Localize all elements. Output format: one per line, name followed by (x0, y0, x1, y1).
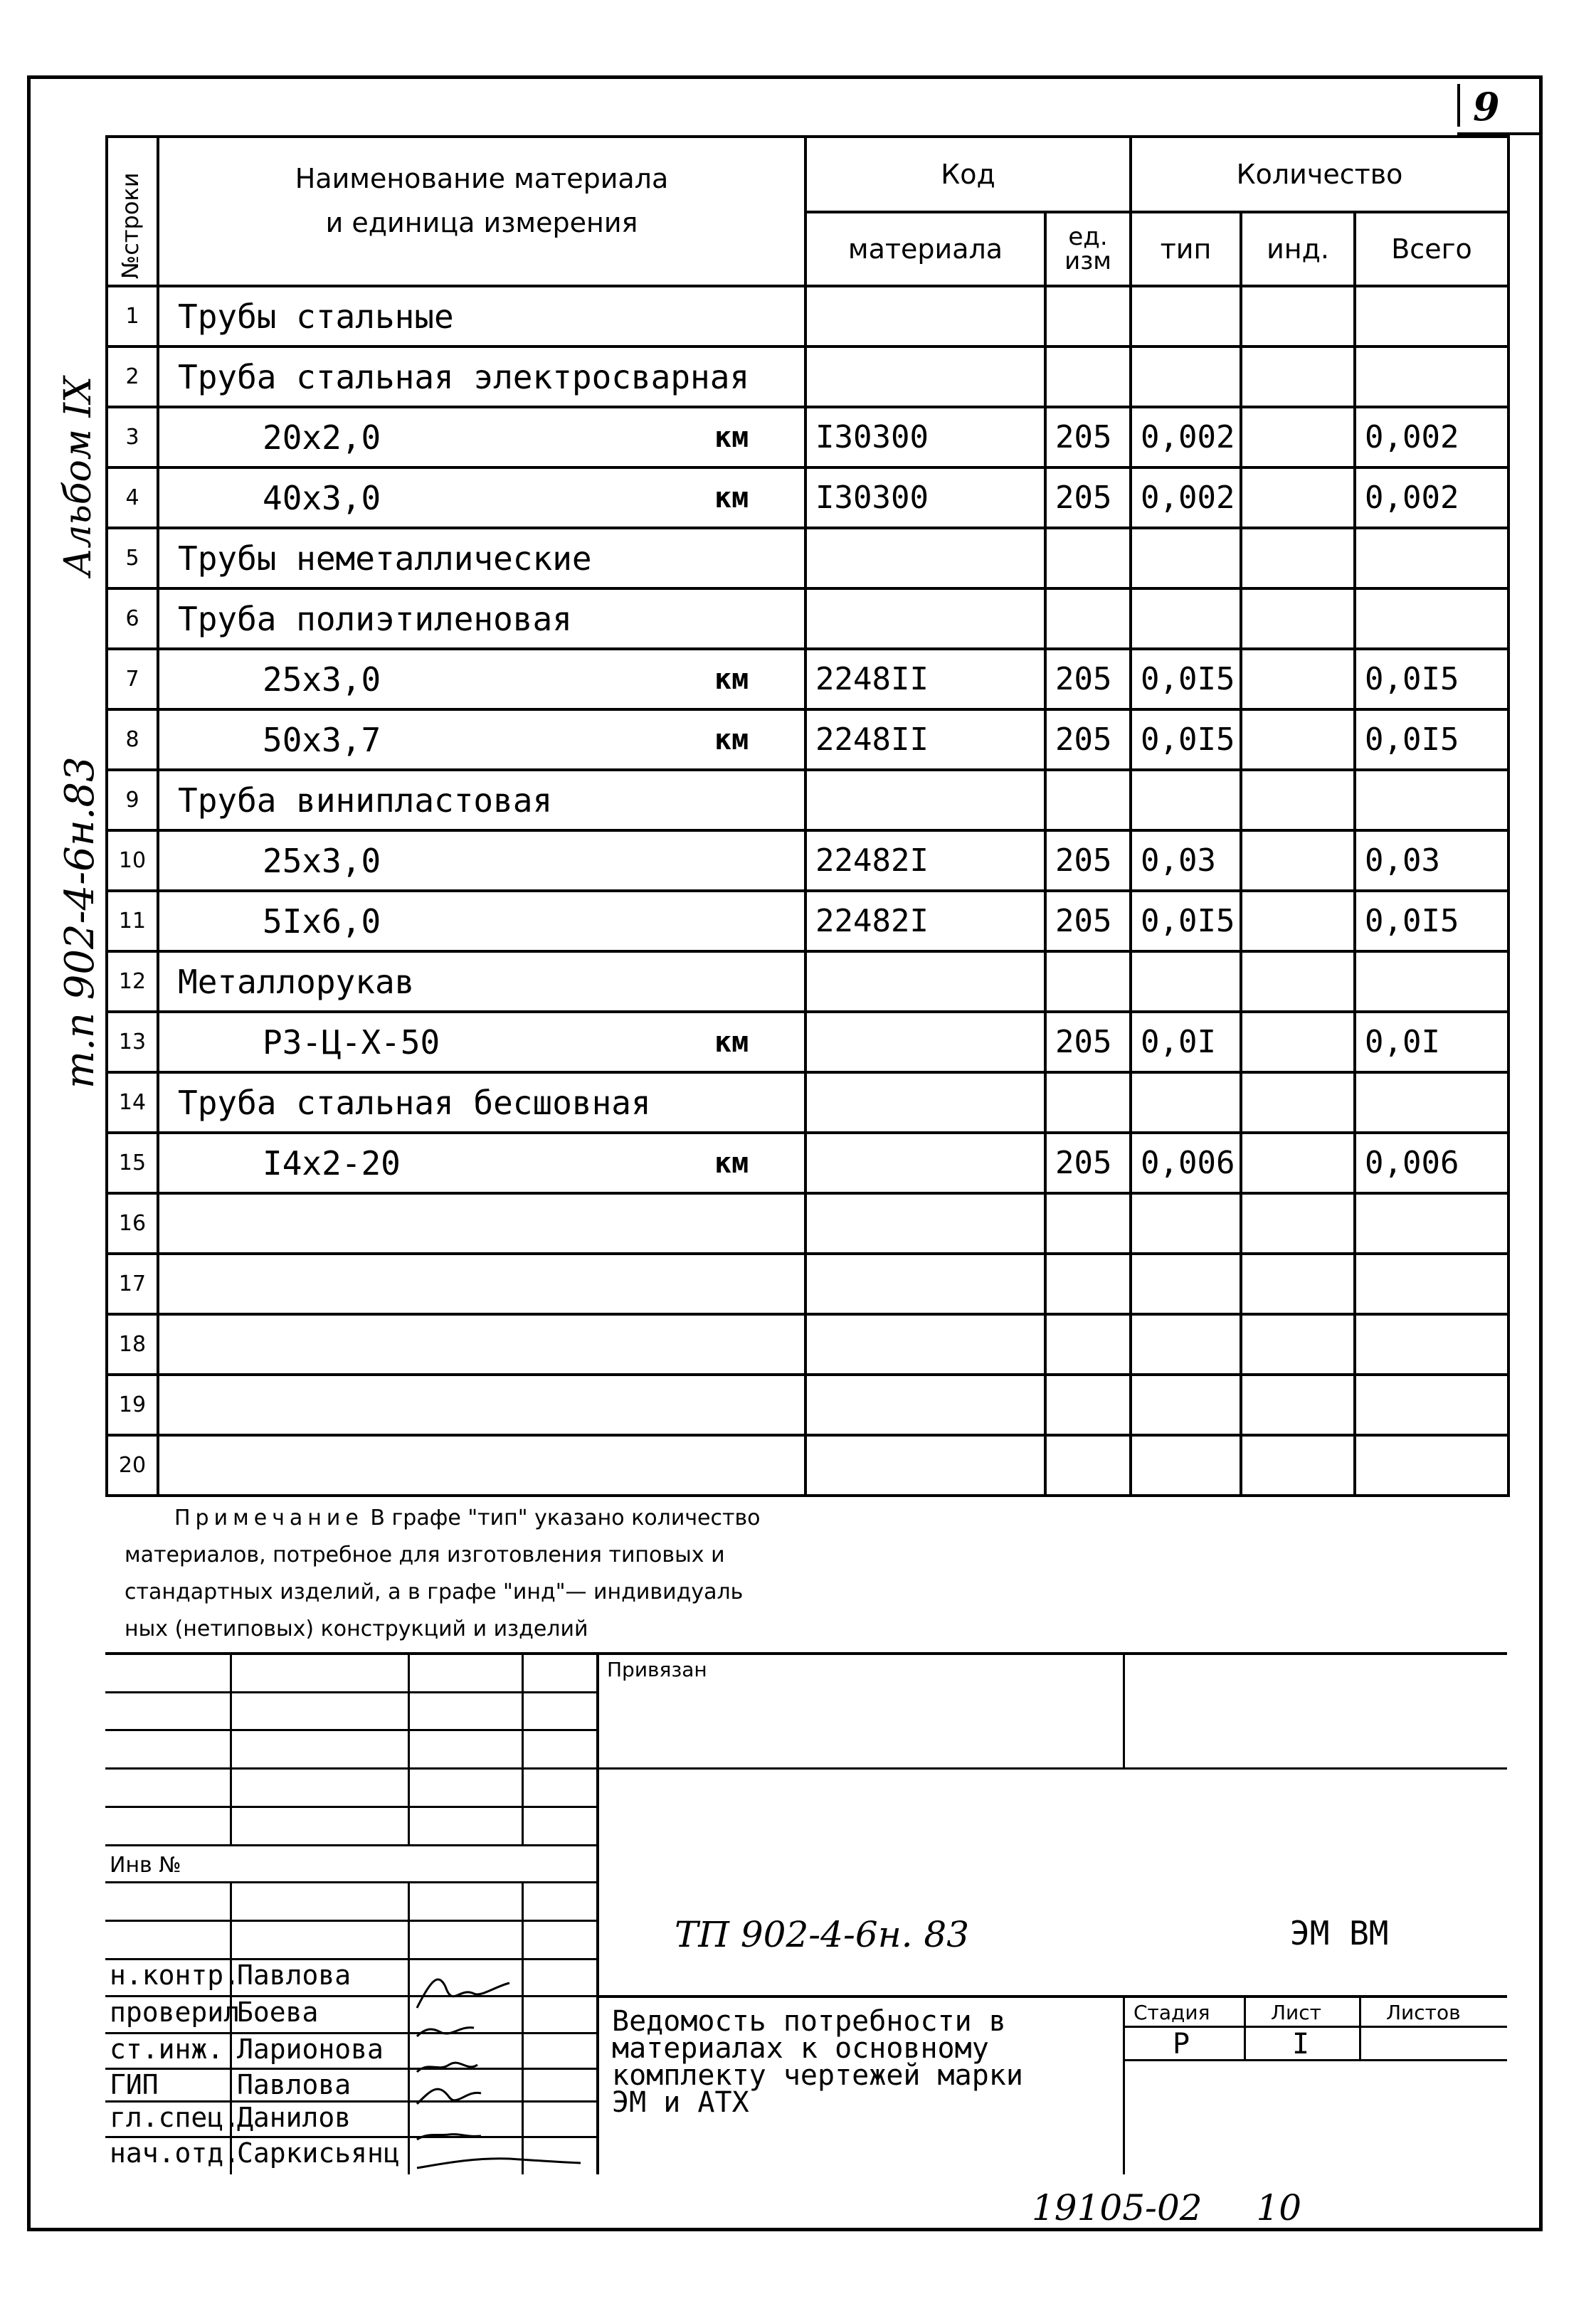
row-number: 3 (107, 407, 158, 467)
table-row (107, 770, 1508, 830)
material-code (805, 1133, 1045, 1193)
unit-code (1045, 1314, 1131, 1375)
qty-type (1131, 1435, 1241, 1496)
qty-ind (1241, 770, 1355, 830)
material-name (158, 528, 805, 588)
row-number: 7 (107, 649, 158, 709)
material-name-text: Металлорукав (178, 962, 415, 1001)
qty-total: 0,0I5 (1355, 649, 1508, 709)
material-name (158, 286, 805, 347)
qty-total: 0,0I5 (1355, 709, 1508, 770)
grid-line (105, 1767, 596, 1770)
header-ind: инд. (1241, 212, 1355, 286)
material-name-text: Трубы стальные (178, 297, 454, 336)
qty-ind (1241, 1072, 1355, 1133)
unit-code: 205 (1045, 649, 1131, 709)
grid-line (408, 1652, 410, 1844)
header-code: Код (805, 137, 1131, 212)
note (125, 1500, 1192, 1648)
material-code (805, 528, 1045, 588)
header-unit-line2: изм (1064, 247, 1111, 275)
unit-code: 205 (1045, 891, 1131, 951)
material-name (158, 1314, 805, 1375)
header-quantity: Количество (1131, 137, 1508, 212)
grid-line (1123, 1652, 1125, 1767)
signer-role: ГИП (110, 2069, 159, 2100)
table-row (107, 1012, 1508, 1072)
qty-ind (1241, 407, 1355, 467)
signature-3 (417, 2063, 477, 2072)
drawing-mark: ЭМ ВМ (1290, 1914, 1389, 1952)
qty-total: 0,03 (1355, 830, 1508, 891)
signature-6 (417, 2159, 581, 2168)
qty-ind (1241, 1012, 1355, 1072)
unit-code (1045, 1254, 1131, 1314)
material-name (158, 951, 805, 1012)
qty-ind (1241, 649, 1355, 709)
table-row (107, 407, 1508, 467)
material-unit: км (714, 1025, 749, 1059)
material-name-text: Труба стальная бесшовная (178, 1083, 651, 1122)
materials-table (105, 135, 1510, 1497)
qty-type (1131, 1193, 1241, 1254)
material-code (805, 1254, 1045, 1314)
qty-type (1131, 1314, 1241, 1375)
qty-total (1355, 286, 1508, 347)
header-name (158, 137, 805, 286)
material-name (158, 770, 805, 830)
privyazan-label: Привязан (607, 1658, 707, 1681)
row-number: 18 (107, 1314, 158, 1375)
signer-name: Саркисьянц (237, 2137, 400, 2169)
qty-total (1355, 1254, 1508, 1314)
unit-code: 205 (1045, 407, 1131, 467)
material-name (158, 1254, 805, 1314)
qty-type (1131, 770, 1241, 830)
qty-type (1131, 951, 1241, 1012)
qty-type: 0,0I5 (1131, 891, 1241, 951)
unit-code (1045, 528, 1131, 588)
material-code (805, 588, 1045, 649)
project-side-label: т.п 902-4-6н.83 (57, 756, 103, 1089)
header-name-line2: и единица измерения (325, 207, 638, 238)
qty-ind (1241, 347, 1355, 407)
signer-name: Данилов (237, 2102, 352, 2133)
material-name (158, 347, 805, 407)
material-code: 22482I (805, 891, 1045, 951)
unit-code: 205 (1045, 467, 1131, 528)
material-name (158, 1375, 805, 1435)
qty-type: 0,002 (1131, 407, 1241, 467)
unit-code (1045, 286, 1131, 347)
header-total: Всего (1355, 212, 1508, 286)
qty-total: 0,0I5 (1355, 891, 1508, 951)
grid-line (105, 1729, 596, 1731)
row-number: 20 (107, 1435, 158, 1496)
qty-type: 0,03 (1131, 830, 1241, 891)
document-title-line2: материалах к основному (612, 2032, 989, 2065)
document-title-line1: Ведомость потребности в (612, 2005, 1006, 2038)
unit-code (1045, 951, 1131, 1012)
grid-line (596, 1767, 1507, 1770)
qty-ind (1241, 528, 1355, 588)
qty-total (1355, 347, 1508, 407)
material-name (158, 1072, 805, 1133)
table-row (107, 1193, 1508, 1254)
material-name-text: 40х3,0 (263, 478, 381, 517)
archive-number-page: 10 (1256, 2187, 1302, 2228)
row-number: 17 (107, 1254, 158, 1314)
material-code: I30300 (805, 407, 1045, 467)
material-code (805, 1193, 1045, 1254)
material-code (805, 1012, 1045, 1072)
qty-ind (1241, 1314, 1355, 1375)
material-code (805, 770, 1045, 830)
grid-line (230, 1652, 232, 1844)
qty-total (1355, 1314, 1508, 1375)
qty-ind (1241, 891, 1355, 951)
material-unit: км (714, 662, 749, 696)
qty-total: 0,002 (1355, 407, 1508, 467)
material-name-text: Труба винипластовая (178, 781, 553, 820)
qty-ind (1241, 467, 1355, 528)
sheet-number-separator (1457, 84, 1460, 127)
material-name-text: 25х3,0 (263, 660, 381, 699)
signer-role: гл.спец. (110, 2102, 241, 2133)
row-number: 10 (107, 830, 158, 891)
qty-type (1131, 286, 1241, 347)
note-line2: материалов, потребное для изготовления типовых и (125, 1543, 725, 1567)
material-code: 2248II (805, 649, 1045, 709)
signer-name: Ларионова (237, 2034, 384, 2065)
stage-value: Р (1173, 2028, 1190, 2061)
album-label: Альбом IX (57, 376, 100, 576)
qty-type: 0,0I5 (1131, 709, 1241, 770)
note-lead: Примечание (174, 1506, 364, 1530)
sheets-label: Листов (1386, 2001, 1461, 2024)
unit-code (1045, 347, 1131, 407)
qty-type (1131, 1254, 1241, 1314)
note-line4: ных (нетиповых) конструкций и изделий (125, 1617, 588, 1641)
qty-type: 0,0I5 (1131, 649, 1241, 709)
qty-ind (1241, 1133, 1355, 1193)
note-line3: стандартных изделий, а в графе "инд"— индивидуаль (125, 1580, 744, 1604)
project-code: ТП 902-4-6н. 83 (675, 1914, 970, 1955)
row-number: 13 (107, 1012, 158, 1072)
archive-number-code: 19105-02 (1032, 2187, 1203, 2228)
material-name (158, 1012, 805, 1072)
signature-4 (417, 2089, 481, 2104)
grid-line (105, 1920, 596, 1922)
grid-line (522, 1652, 524, 1844)
unit-code (1045, 1193, 1131, 1254)
material-name (158, 830, 805, 891)
document-title-line4: ЭМ и АТХ (612, 2086, 749, 2119)
signature-5 (417, 2135, 481, 2140)
row-number: 12 (107, 951, 158, 1012)
material-code (805, 347, 1045, 407)
table-row (107, 1314, 1508, 1375)
material-code: 22482I (805, 830, 1045, 891)
qty-total (1355, 588, 1508, 649)
material-code: 2248II (805, 709, 1045, 770)
qty-ind (1241, 588, 1355, 649)
signer-role: проверил (110, 1997, 241, 2028)
qty-total (1355, 528, 1508, 588)
qty-type: 0,0I (1131, 1012, 1241, 1072)
grid-line (105, 1881, 596, 1883)
material-name (158, 467, 805, 528)
unit-code: 205 (1045, 709, 1131, 770)
table-row (107, 588, 1508, 649)
table-row (107, 347, 1508, 407)
grid-line (105, 1844, 596, 1846)
grid-line (105, 1806, 596, 1808)
header-type: тип (1131, 212, 1241, 286)
material-code (805, 1375, 1045, 1435)
row-number: 2 (107, 347, 158, 407)
material-name (158, 1193, 805, 1254)
row-number: 19 (107, 1375, 158, 1435)
qty-total (1355, 770, 1508, 830)
material-name-text: 20х2,0 (263, 418, 381, 457)
signer-name: Боева (237, 1997, 319, 2028)
qty-ind (1241, 286, 1355, 347)
unit-code (1045, 770, 1131, 830)
grid-line (1123, 1995, 1125, 2174)
row-number: 4 (107, 467, 158, 528)
unit-code: 205 (1045, 1012, 1131, 1072)
material-name (158, 588, 805, 649)
table-row (107, 286, 1508, 347)
table-row (107, 467, 1508, 528)
qty-type: 0,006 (1131, 1133, 1241, 1193)
material-name (158, 649, 805, 709)
grid-line (596, 1995, 1507, 1998)
archive-number (1032, 2187, 1301, 2228)
sheet-value: I (1292, 2028, 1310, 2061)
qty-total (1355, 951, 1508, 1012)
material-name (158, 709, 805, 770)
material-name-text: Трубы неметаллические (178, 539, 592, 578)
signatures (410, 1965, 595, 2174)
material-name-text: 5Iх6,0 (263, 901, 381, 941)
signature-2 (417, 2028, 474, 2036)
stage-label: Стадия (1133, 2001, 1210, 2024)
sheet-label: Лист (1271, 2001, 1321, 2024)
row-number: 15 (107, 1133, 158, 1193)
document-title-line3: комплекту чертежей марки (612, 2059, 1023, 2092)
table-row (107, 1435, 1508, 1496)
qty-type (1131, 1072, 1241, 1133)
unit-code (1045, 588, 1131, 649)
stamp-divider (596, 1652, 599, 2174)
table-row (107, 891, 1508, 951)
row-number: 6 (107, 588, 158, 649)
qty-ind (1241, 1375, 1355, 1435)
row-number: 5 (107, 528, 158, 588)
material-name-text: Труба стальная электросварная (178, 357, 750, 396)
qty-total (1355, 1435, 1508, 1496)
table-row (107, 709, 1508, 770)
table-row (107, 649, 1508, 709)
material-unit: км (714, 481, 749, 514)
unit-code: 205 (1045, 1133, 1131, 1193)
qty-ind (1241, 1254, 1355, 1314)
qty-total (1355, 1193, 1508, 1254)
unit-code (1045, 1072, 1131, 1133)
material-unit: км (714, 1146, 749, 1180)
material-unit: км (714, 421, 749, 454)
header-row-no: №строки (107, 137, 158, 286)
qty-ind (1241, 1435, 1355, 1496)
table-row (107, 528, 1508, 588)
row-number: 16 (107, 1193, 158, 1254)
qty-total: 0,002 (1355, 467, 1508, 528)
header-material: материала (805, 212, 1045, 286)
qty-type: 0,002 (1131, 467, 1241, 528)
material-name (158, 1435, 805, 1496)
header-unit-line1: ед. (1068, 223, 1108, 251)
material-name-text: Р3-Ц-Х-50 (263, 1022, 440, 1062)
table-row (107, 1072, 1508, 1133)
row-number: 8 (107, 709, 158, 770)
table-row (107, 830, 1508, 891)
material-name (158, 1133, 805, 1193)
qty-ind (1241, 1193, 1355, 1254)
material-code (805, 1072, 1045, 1133)
header-unit (1045, 212, 1131, 286)
qty-total: 0,006 (1355, 1133, 1508, 1193)
signer-role: нач.отд. (110, 2137, 241, 2169)
table-row (107, 1375, 1508, 1435)
header-name-line1: Наименование материала (295, 163, 669, 194)
row-number: 1 (107, 286, 158, 347)
title-block (105, 1652, 1507, 2174)
table-row (107, 951, 1508, 1012)
signature-1 (417, 1979, 509, 2008)
material-code: I30300 (805, 467, 1045, 528)
qty-total (1355, 1072, 1508, 1133)
material-name (158, 891, 805, 951)
sheet-number: 9 (1473, 84, 1500, 129)
row-number: 9 (107, 770, 158, 830)
qty-type (1131, 528, 1241, 588)
material-code (805, 951, 1045, 1012)
qty-type (1131, 347, 1241, 407)
material-name (158, 407, 805, 467)
material-name-text: Труба полиэтиленовая (178, 599, 572, 638)
table-row (107, 1254, 1508, 1314)
material-name-text: 25х3,0 (263, 841, 381, 880)
unit-code (1045, 1375, 1131, 1435)
signer-role: ст.инж. (110, 2034, 224, 2065)
material-code (805, 286, 1045, 347)
qty-type (1131, 588, 1241, 649)
qty-ind (1241, 830, 1355, 891)
signer-name: Павлова (237, 1960, 352, 1991)
document-title (612, 2005, 1023, 2119)
note-line1: В графе "тип" указано количество (370, 1506, 761, 1530)
grid-line (105, 1691, 596, 1693)
qty-total (1355, 1375, 1508, 1435)
row-number: 11 (107, 891, 158, 951)
material-unit: км (714, 723, 749, 756)
table-row (107, 1133, 1508, 1193)
material-code (805, 1435, 1045, 1496)
unit-code: 205 (1045, 830, 1131, 891)
stamp-top-line (105, 1652, 1507, 1655)
qty-ind (1241, 951, 1355, 1012)
qty-type (1131, 1375, 1241, 1435)
material-code (805, 1314, 1045, 1375)
qty-ind (1241, 709, 1355, 770)
material-name-text: I4х2-20 (263, 1143, 401, 1183)
material-name-text: 50х3,7 (263, 720, 381, 759)
row-number: 14 (107, 1072, 158, 1133)
signer-name: Павлова (237, 2069, 352, 2100)
qty-total: 0,0I (1355, 1012, 1508, 1072)
inventory-number-label: Инв № (110, 1853, 181, 1878)
unit-code (1045, 1435, 1131, 1496)
signer-role: н.контр. (110, 1960, 241, 1991)
